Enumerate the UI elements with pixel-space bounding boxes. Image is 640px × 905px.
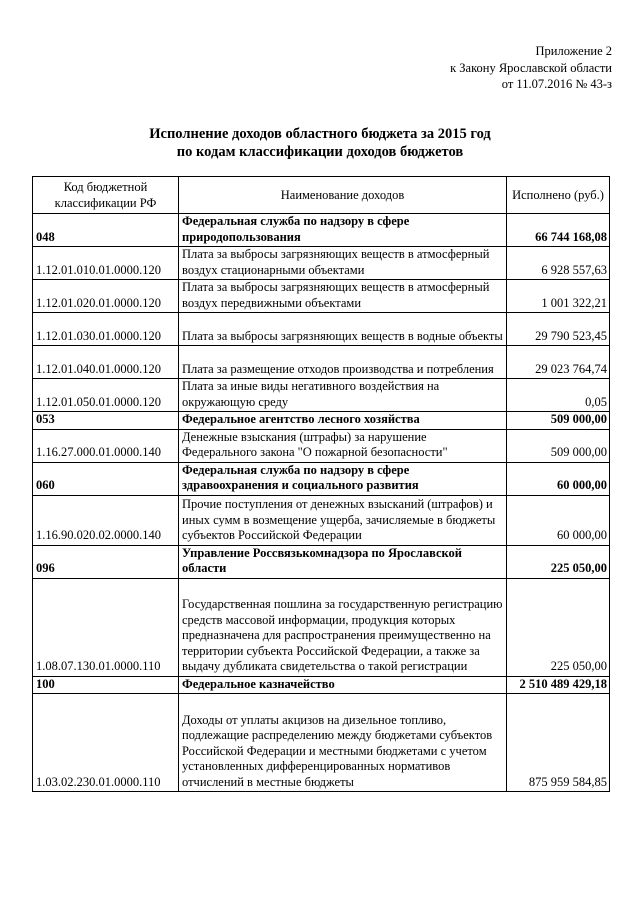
row-code: 1.08.07.130.01.0000.110 — [33, 578, 179, 676]
row-name: Плата за выбросы загрязняющих веществ в водные объекты — [179, 313, 507, 346]
table-row — [33, 495, 610, 545]
appendix-reference — [450, 43, 612, 93]
row-code: 048 — [33, 214, 179, 247]
header-amount: Исполнено (руб.) — [507, 177, 610, 214]
document-title — [0, 125, 640, 161]
row-amount: 1 001 322,21 — [507, 280, 610, 313]
table-row — [33, 379, 610, 412]
row-code: 1.03.02.230.01.0000.110 — [33, 694, 179, 792]
row-amount: 29 023 764,74 — [507, 346, 610, 379]
title-line-1: Исполнение доходов областного бюджета за 2015 год — [149, 126, 491, 142]
header-name: Наименование доходов — [179, 177, 507, 214]
table-row — [33, 429, 610, 462]
row-name: Плата за выбросы загрязняющих веществ в атмосферный воздух стационарными объектами — [179, 247, 507, 280]
table-row — [33, 694, 610, 792]
row-code: 1.12.01.030.01.0000.120 — [33, 313, 179, 346]
table-row — [33, 676, 610, 694]
table-header-row — [33, 177, 610, 214]
table-row — [33, 462, 610, 495]
row-code: 100 — [33, 676, 179, 694]
row-code: 1.12.01.050.01.0000.120 — [33, 379, 179, 412]
revenue-table — [32, 176, 610, 792]
row-amount: 6 928 557,63 — [507, 247, 610, 280]
table-row — [33, 346, 610, 379]
table-row — [33, 214, 610, 247]
row-name: Федеральная служба по надзору в сфере здравоохранения и социального развития — [179, 462, 507, 495]
row-amount: 509 000,00 — [507, 429, 610, 462]
row-code: 1.16.90.020.02.0000.140 — [33, 495, 179, 545]
row-amount: 225 050,00 — [507, 578, 610, 676]
row-code: 096 — [33, 545, 179, 578]
row-amount: 509 000,00 — [507, 412, 610, 430]
row-amount: 60 000,00 — [507, 462, 610, 495]
row-name: Федеральная служба по надзору в сфере природопользования — [179, 214, 507, 247]
row-code: 1.12.01.040.01.0000.120 — [33, 346, 179, 379]
row-amount: 0,05 — [507, 379, 610, 412]
row-code: 1.16.27.000.01.0000.140 — [33, 429, 179, 462]
row-amount: 2 510 489 429,18 — [507, 676, 610, 694]
row-amount: 60 000,00 — [507, 495, 610, 545]
title-line-2: по кодам классификации доходов бюджетов — [176, 144, 464, 160]
appendix-number: Приложение 2 — [535, 44, 612, 58]
row-name: Денежные взыскания (штрафы) за нарушение Федерального закона "О пожарной безопасности" — [179, 429, 507, 462]
row-code: 053 — [33, 412, 179, 430]
row-code: 1.12.01.010.01.0000.120 — [33, 247, 179, 280]
row-amount: 875 959 584,85 — [507, 694, 610, 792]
row-name: Прочие поступления от денежных взысканий (штрафов) и иных сумм в возмещение ущерба, зачисляемые в бюджеты субъектов Российской Федерации — [179, 495, 507, 545]
appendix-law: к Закону Ярославской области — [450, 60, 612, 75]
row-name: Федеральное казначейство — [179, 676, 507, 694]
row-amount: 29 790 523,45 — [507, 313, 610, 346]
row-name: Федеральное агентство лесного хозяйства — [179, 412, 507, 430]
appendix-date: от 11.07.2016 № 43-з — [501, 77, 612, 91]
row-name: Плата за выбросы загрязняющих веществ в атмосферный воздух передвижными объектами — [179, 280, 507, 313]
table-row — [33, 247, 610, 280]
row-name: Доходы от уплаты акцизов на дизельное топливо, подлежащие распределению между бюджетами субъектов Российской Федерации и местными бюджетами с учетом установленных дифференцированных нормативов отчислений в местные бюджеты — [179, 694, 507, 792]
table-row — [33, 578, 610, 676]
row-amount: 66 744 168,08 — [507, 214, 610, 247]
row-name: Государственная пошлина за государственную регистрацию средств массовой информации, продукция которых предназначена для распространения преимущественно на территории субъекта Российской Федерации, а также за выдачу дубликата свидетельства о такой регистрации — [179, 578, 507, 676]
row-code: 060 — [33, 462, 179, 495]
row-name: Плата за размещение отходов производства и потребления — [179, 346, 507, 379]
row-name: Плата за иные виды негативного воздействия на окружающую среду — [179, 379, 507, 412]
row-amount: 225 050,00 — [507, 545, 610, 578]
table-row — [33, 412, 610, 430]
table-row — [33, 313, 610, 346]
row-name: Управление Россвязькомнадзора по Ярославской области — [179, 545, 507, 578]
table-row — [33, 545, 610, 578]
header-code: Код бюджетной классификации РФ — [33, 177, 179, 214]
table-row — [33, 280, 610, 313]
row-code: 1.12.01.020.01.0000.120 — [33, 280, 179, 313]
